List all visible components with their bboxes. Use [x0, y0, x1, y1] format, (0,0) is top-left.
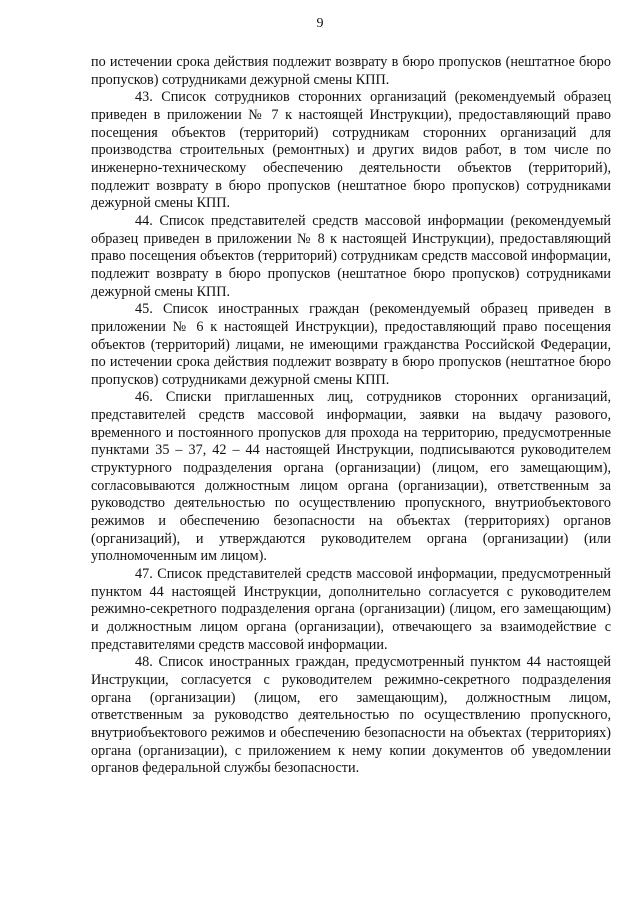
paragraph-continuation	[91, 54, 611, 89]
paragraph-number: 46.	[135, 389, 153, 406]
paragraph-number: 45.	[135, 301, 153, 318]
paragraph-48	[91, 654, 611, 778]
document-body	[91, 54, 611, 778]
paragraph-text: Список сотрудников сторонних организаций (рекомендуемый образец приведен в приложении № 7 к настоящей Инструкции), предоставляющий право посещения объектов (территорий) сотрудникам сторонних организаций для производства строительных (ремонтных) и других видов работ, в том числе по инженерно-техническому обеспечению деятельности объектов (территорий), подлежит возврату в бюро пропусков (нештатное бюро пропусков) сотрудниками дежурной смены КПП.	[91, 89, 611, 212]
paragraph-number: 48.	[135, 654, 153, 671]
paragraph-number: 43.	[135, 89, 153, 106]
paragraph-number: 47.	[135, 566, 153, 583]
paragraph-text: Список представителей средств массовой информации, предусмотренный пунктом 44 настоящей Инструкции, дополнительно согласуется с руководителем режимно-секретного подразделения органа (организации) (лицом, его замещающим) и должностным лицом органа (организации), отвечающего за взаимодействие с представителями средств массовой информации.	[91, 566, 612, 653]
page-number: 9	[316, 16, 324, 31]
paragraph-text: Список иностранных граждан, предусмотренный пунктом 44 настоящей Инструкции, согласуется с руководителем режимно-секретного подразделения органа (организации) (лицом, его замещающим), должностным лицом, ответственным за руководство деятельностью по осуществлению пропускного, внутриобъектового режимов и обеспечению безопасности на объектах (территориях) органа (организации), с приложением к нему копии документов об уведомлении органов федеральной службы безопасности.	[91, 654, 611, 777]
paragraph-43	[91, 89, 611, 213]
paragraph-number: 44.	[135, 212, 153, 229]
paragraph-47	[91, 566, 611, 654]
paragraph-46	[91, 389, 611, 566]
paragraph-text: Список представителей средств массовой информации (рекомендуемый образец приведен в приложении № 8 к настоящей Инструкции), предоставляющий право посещения объектов (территорий) сотрудникам средств массовой информации, подлежит возврату в бюро пропусков (нештатное бюро пропусков) сотрудниками дежурной смены КПП.	[91, 212, 611, 300]
paragraph-text: Список иностранных граждан (рекомендуемый образец приведен в приложении № 6 к настоящей Инструкции), предоставляющий право посещения объектов (территорий) лицами, не имеющими гражданства Российской Федерации, по истечении срока действия подлежит возврату в бюро пропусков (нештатное бюро пропусков) сотрудниками дежурной смены КПП.	[91, 301, 611, 388]
paragraph-text: Списки приглашенных лиц, сотрудников сторонних организаций, представителей средств массовой информации, заявки на выдачу разового, временного и постоянного пропусков для прохода на территорию, предусмотренные пунктами 35 – 37, 42 – 44 настоящей Инструкции, подписываются руководителем структурного подразделения органа (организации) (лицом, его замещающим), согласовываются должностным лицом органа (организации), ответственным за руководство деятельностью по осуществлению пропускного, внутриобъектового режимов и обеспечению безопасности на объектах (территориях) органов (организаций), и утверждаются руководителем органа (организации) (или уполномоченным им лицом).	[91, 389, 611, 565]
paragraph-text: по истечении срока действия подлежит возврату в бюро пропусков (нештатное бюро пропусков) сотрудниками дежурной смены КПП.	[91, 54, 611, 88]
paragraph-45	[91, 301, 611, 389]
paragraph-44	[91, 213, 611, 301]
